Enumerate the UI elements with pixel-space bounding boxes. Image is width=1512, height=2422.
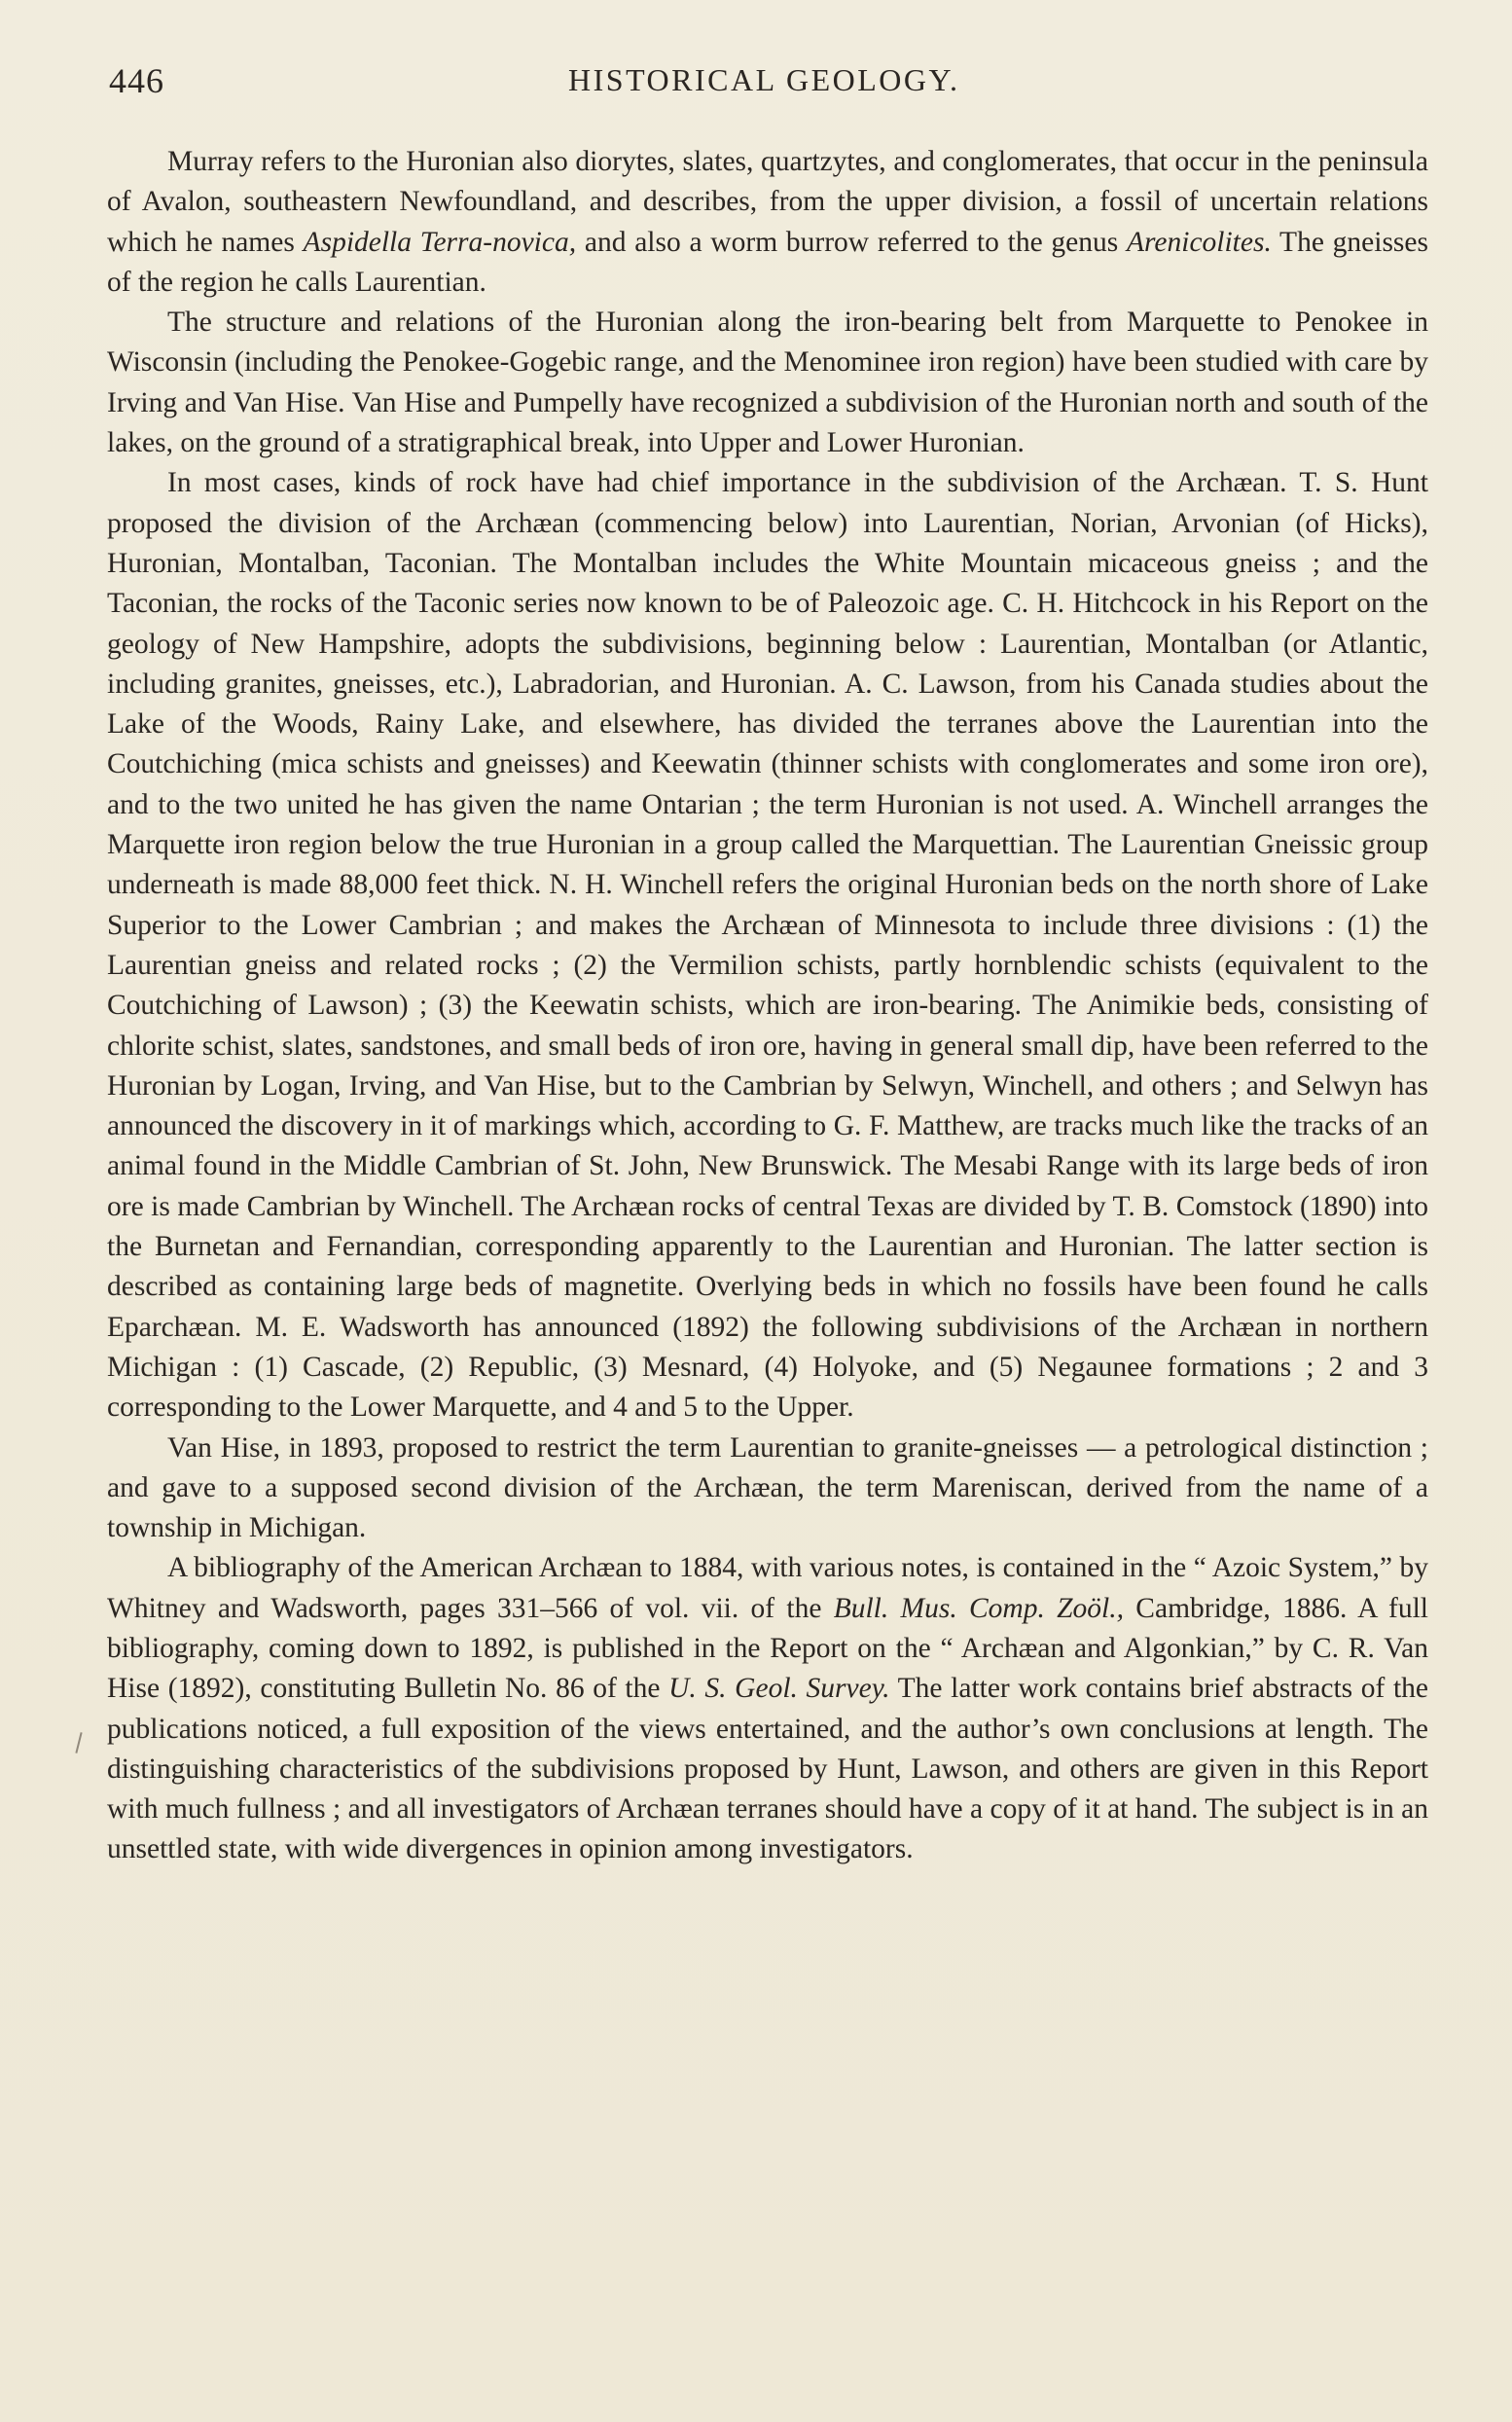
paragraph	[107, 463, 1428, 1428]
italic-text: Bull. Mus. Comp. Zoöl.,	[833, 1592, 1125, 1624]
paragraph	[107, 303, 1428, 463]
page-number: 446	[109, 61, 164, 100]
paragraph	[107, 1428, 1428, 1549]
page-header	[109, 60, 1428, 109]
text-run: The gneisses of the region he calls Laurentian.	[107, 226, 1428, 298]
text-run: Cambridge, 1886. A full bibliography, coming down to 1892, is published in the Report on the “ Archæan and Algonkian,” by C. R. Van Hise (1892), constituting Bulletin No. 86 of the	[107, 1592, 1429, 1705]
body-text	[107, 142, 1428, 1870]
text-run: Murray refers to the Huronian also diorytes, slates, quartzytes, and conglomerates, that occur in the peninsula of Avalon, southeastern Newfoundland, and describes, from the upper division, a fossil of uncertain relations which he names	[107, 146, 1428, 258]
margin-mark	[75, 1732, 82, 1753]
paragraph	[107, 1548, 1428, 1869]
text-run: and also a worm burrow referred to the genus	[576, 226, 1127, 258]
italic-text: U. S. Geol. Survey.	[668, 1673, 890, 1705]
paragraph	[107, 142, 1428, 303]
italic-text: Arenicolites.	[1127, 226, 1272, 258]
text-run: Van Hise, in 1893, proposed to restrict the term Laurentian to granite-gneisses — a petrological distinction ; and gave to a supposed second division of the Archæan, the term Mareniscan, derived from the name of a township in Michigan.	[107, 1431, 1428, 1544]
text-run: A bibliography of the American Archæan to 1884, with various notes, is contained in the “ Azoic System,” by Whitney and Wadsworth, pages 331–566 of vol. vii. of the	[107, 1552, 1428, 1624]
italic-text: Aspidella Terra-novica,	[303, 226, 577, 258]
text-run: In most cases, kinds of rock have had chief importance in the subdivision of the Archæan. T. S. Hunt proposed the division of the Archæan (commencing below) into Laurentian, Norian, Arvonian (of Hicks), Huronian, Montalban, Taconian. The Montalban includes the White Mountain micaceous gneiss ; and the Taconian, the rocks of the Taconic series now known to be of Paleozoic age. C. H. Hitchcock in his Report on the geology of New Hampshire, adopts the subdivisions, beginning below : Laurentian, Montalban (or Atlantic, including granites, gneisses, etc.), Labradorian, and Huronian. A. C. Lawson, from his Canada studies about the Lake of the Woods, Rainy Lake, and elsewhere, has divided the terranes above the Laurentian into the Coutchiching (mica schists and gneisses) and Keewatin (thinner schists with conglomerates and some iron ore), and to the two united he has given the name Ontarian ; the term Huronian is not used. A. Winchell arranges the Marquette iron region below the true Huronian in a group called the Marquettian. The Laurentian Gneissic group underneath is made 88,000 feet thick. N. H. Winchell refers the original Huronian beds on the north shore of Lake Superior to the Lower Cambrian ; and makes the Archæan of Minnesota to include three divisions : (1) the Laurentian gneiss and related rocks ; (2) the Vermilion schists, partly hornblendic schists (equivalent to the Coutchiching of Lawson) ; (3) the Keewatin schists, which are iron-bearing. The Animikie beds, consisting of chlorite schist, slates, sandstones, and small beds of iron ore, having in general small dip, have been referred to the Huronian by Logan, Irving, and Van Hise, but to the Cambrian by Selwyn, Winchell, and others ; and Selwyn has announced the discovery in it of markings which, according to G. F. Matthew, are tracks much like the tracks of an animal found in the Middle Cambrian of St. John, New Brunswick. The Mesabi Range with its large beds of iron ore is made Cambrian by Winchell. The Archæan rocks of central Texas are divided by T. B. Comstock (1890) into the Burnetan and Fernandian, corresponding apparently to the Laurentian and Huronian. The latter section is described as containing large beds of magnetite. Overlying beds in which no fossils have been found he calls Eparchæan. M. E. Wadsworth has announced (1892) the following subdivisions of the Archæan in northern Michigan : (1) Cascade, (2) Republic, (3) Mesnard, (4) Holyoke, and (5) Negaunee formations ; 2 and 3 corresponding to the Lower Marquette, and 4 and 5 to the Upper.	[107, 467, 1428, 1424]
text-run: The latter work contains brief abstracts of the publications noticed, a full exposition of the views entertained, and the author’s own conclusions at length. The distinguishing characteristics of the subdivisions proposed by Hunt, Lawson, and others are given in this Report with much fullness ; and all investigators of Archæan terranes should have a copy of it at hand. The subject is in an unsettled state, with wide divergences in opinion among investigators.	[107, 1673, 1429, 1865]
text-run: The structure and relations of the Huronian along the iron-bearing belt from Marquette to Penokee in Wisconsin (including the Penokee-Gogebic range, and the Menominee iron region) have been studied with care by Irving and Van Hise. Van Hise and Pumpelly have recognized a subdivision of the Huronian north and south of the lakes, on the ground of a stratigraphical break, into Upper and Lower Huronian.	[107, 307, 1428, 459]
running-head: HISTORICAL GEOLOGY.	[568, 62, 960, 97]
